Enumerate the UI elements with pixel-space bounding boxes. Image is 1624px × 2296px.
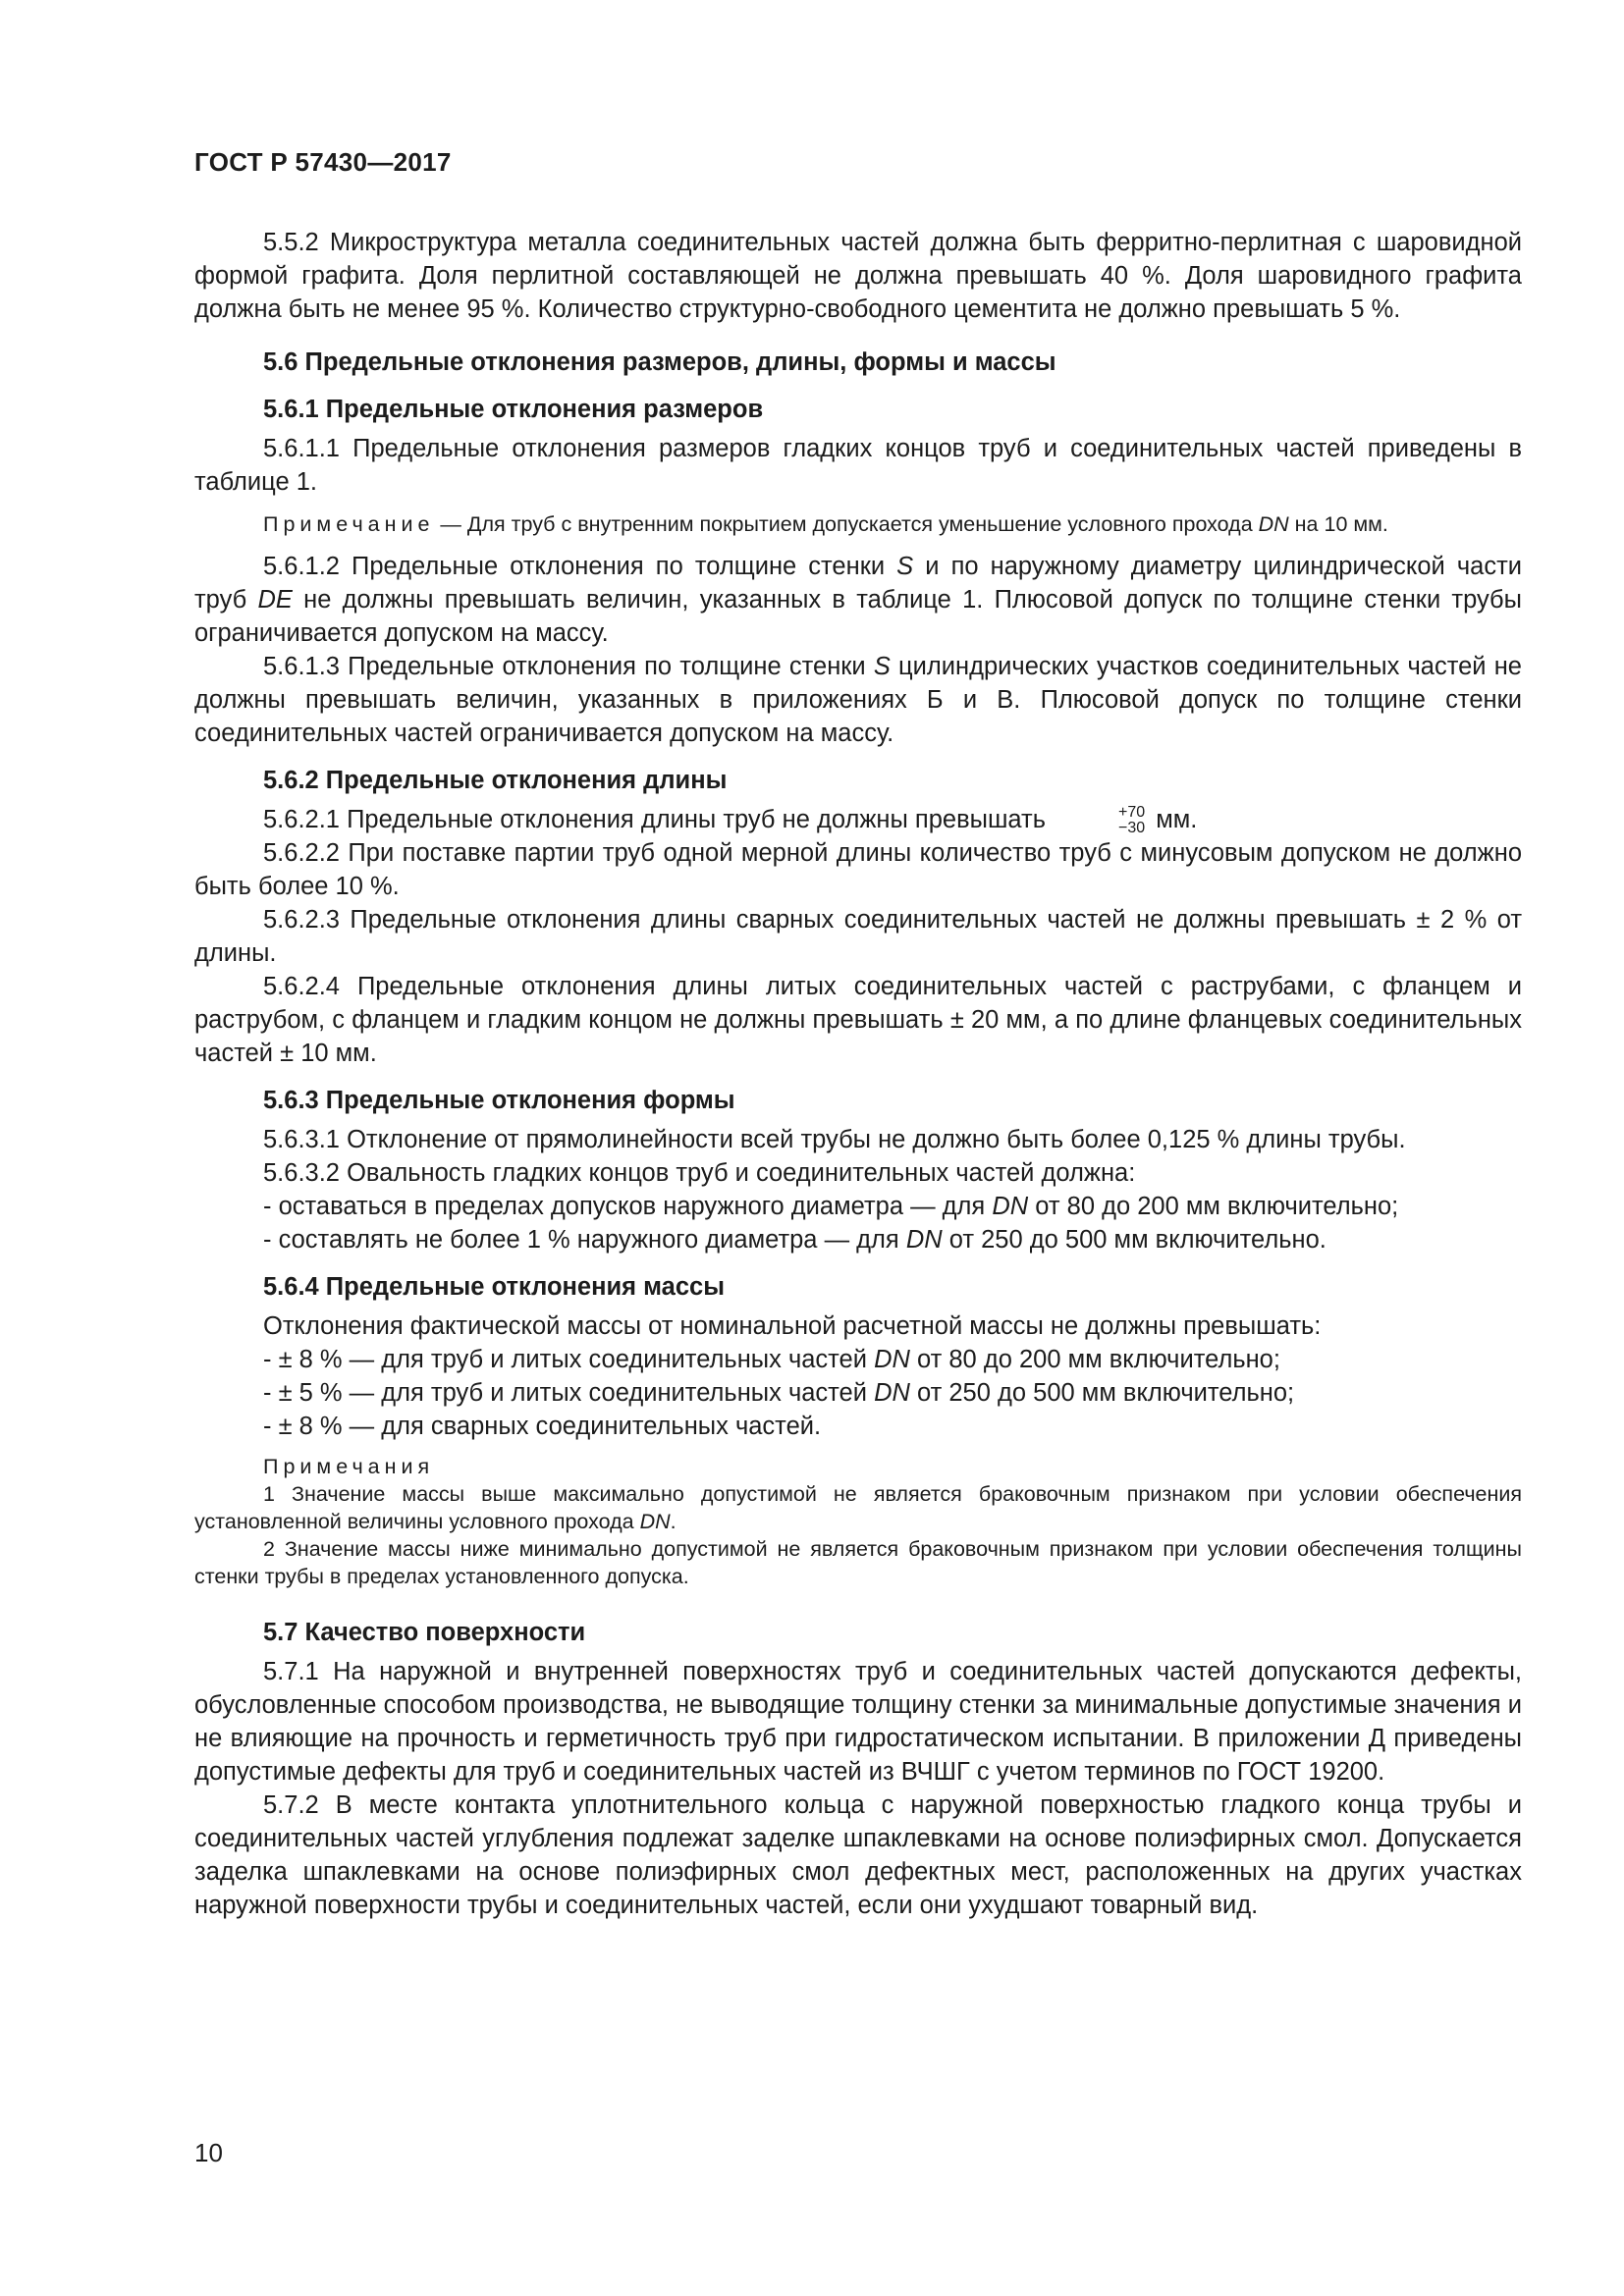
note-5-6-1-1: Примечание — Для труб с внутренним покрытием допускается уменьшение условного прохода DN на 10 мм. (263, 512, 1388, 536)
paragraph-5-6-1-1: 5.6.1.1 Предельные отклонения размеров гладких концов труб и соединительных частей приведены в таблице 1. (194, 435, 1522, 496)
length-tolerance: +70 −30 (1118, 804, 1146, 837)
list-item: - ± 8 % — для сварных соединительных частей. (263, 1413, 822, 1441)
document-header: ГОСТ Р 57430—2017 (194, 147, 452, 177)
page-number: 10 (194, 2138, 223, 2167)
heading-5-6: 5.6 Предельные отклонения размеров, длины, формы и массы (263, 348, 1056, 376)
note-label: Примечание (263, 512, 435, 536)
paragraph-5-7-2: 5.7.2 В месте контакта уплотнительного кольца с наружной поверхностью гладкого конца трубы и соединительных частей углубления подлежат заделке шпаклевками на основе полиэфирных смол. Допускается заделка шпаклевками на основе полиэфирных смол дефектных мест, расположенных на других участках наружной поверхности трубы и соединительных частей, если они ухудшают товарный вид. (194, 1791, 1522, 1920)
list-item: - оставаться в пределах допусков наружного диаметра — для DN от 80 до 200 мм включительно; (263, 1193, 1399, 1221)
heading-5-6-1: 5.6.1 Предельные отклонения размеров (263, 396, 764, 423)
paragraph-5-7-1: 5.7.1 На наружной и внутренней поверхностях труб и соединительных частей допускаются дефекты, обусловленные способом производства, не выводящие толщину стенки за минимальные допустимые значения и не влияющие на прочность и герметичность труб при гидростатическом испытании. В приложении Д приведены допустимые дефекты для труб и соединительных частей из ВЧШГ с учетом терминов по ГОСТ 19200. (194, 1658, 1522, 1787)
notes-5-6-4 (194, 1453, 1522, 1590)
heading-5-6-3: 5.6.3 Предельные отклонения формы (263, 1087, 735, 1115)
list-item: - ± 5 % — для труб и литых соединительных частей DN от 250 до 500 мм включительно; (263, 1379, 1295, 1408)
notes-label: Примечания (263, 1455, 435, 1479)
note-2: 2 Значение массы ниже минимально допустимой не является браковочным признаком при условии обеспечения толщины стенки трубы в пределах установленного допуска. (194, 1537, 1522, 1589)
heading-5-7: 5.7 Качество поверхности (263, 1619, 586, 1647)
paragraph-5-6-3-1: 5.6.3.1 Отклонение от прямолинейности всей трубы не должно быть более 0,125 % длины трубы. (263, 1126, 1406, 1154)
paragraph-5-6-2-2: 5.6.2.2 При поставке партии труб одной мерной длины количество труб с минусовым допуском не должно быть более 10 %. (194, 839, 1522, 901)
note-1: 1 Значение массы выше максимально допустимой не является браковочным признаком при условии обеспечения установленной величины условного прохода DN. (194, 1482, 1522, 1534)
paragraph-5-6-3-2: 5.6.3.2 Овальность гладких концов труб и соединительных частей должна: (263, 1159, 1136, 1188)
list-item: - ± 8 % — для труб и литых соединительных частей DN от 80 до 200 мм включительно; (263, 1346, 1280, 1374)
paragraph-5-6-4: Отклонения фактической массы от номинальной расчетной массы не должны превышать: (263, 1312, 1322, 1341)
heading-5-6-4: 5.6.4 Предельные отклонения массы (263, 1273, 725, 1302)
paragraph-5-6-2-4: 5.6.2.4 Предельные отклонения длины литых соединительных частей с раструбами, с фланцем и раструбом, с фланцем и гладким концом не должны превышать ± 20 мм, а по длине фланцевых соединительных частей ± 10 мм. (194, 973, 1522, 1068)
document-body (194, 226, 1522, 1922)
paragraph-5-6-1-2: 5.6.1.2 Предельные отклонения по толщине стенки S и по наружному диаметру цилиндрической части труб DE не должны превышать величин, указанных в таблице 1. Плюсовой допуск по толщине стенки трубы ограничивается допуском на массу. (194, 553, 1522, 647)
list-item: - составлять не более 1 % наружного диаметра — для DN от 250 до 500 мм включительно. (263, 1226, 1326, 1255)
paragraph-5-6-1-3: 5.6.1.3 Предельные отклонения по толщине стенки S цилиндрических участков соединительных частей не должны превышать величин, указанных в приложениях Б и В. Плюсовой допуск по толщине стенки соединительных частей ограничивается допуском на массу. (194, 653, 1522, 747)
paragraph-5-6-2-1: 5.6.2.1 Предельные отклонения длины труб не должны превышать +70 −30 мм. (263, 804, 1198, 837)
paragraph-5-5-2: 5.5.2 Микроструктура металла соединительных частей должна быть ферритно-перлитная с шаровидной формой графита. Доля перлитной составляющей не должна превышать 40 %. Доля шаровидного графита должна быть не менее 95 %. Количество структурно-свободного цементита не должно превышать 5 %. (194, 229, 1522, 323)
heading-5-6-2: 5.6.2 Предельные отклонения длины (263, 767, 728, 794)
paragraph-5-6-2-3: 5.6.2.3 Предельные отклонения длины сварных соединительных частей не должны превышать ± 2 % от длины. (194, 906, 1522, 968)
